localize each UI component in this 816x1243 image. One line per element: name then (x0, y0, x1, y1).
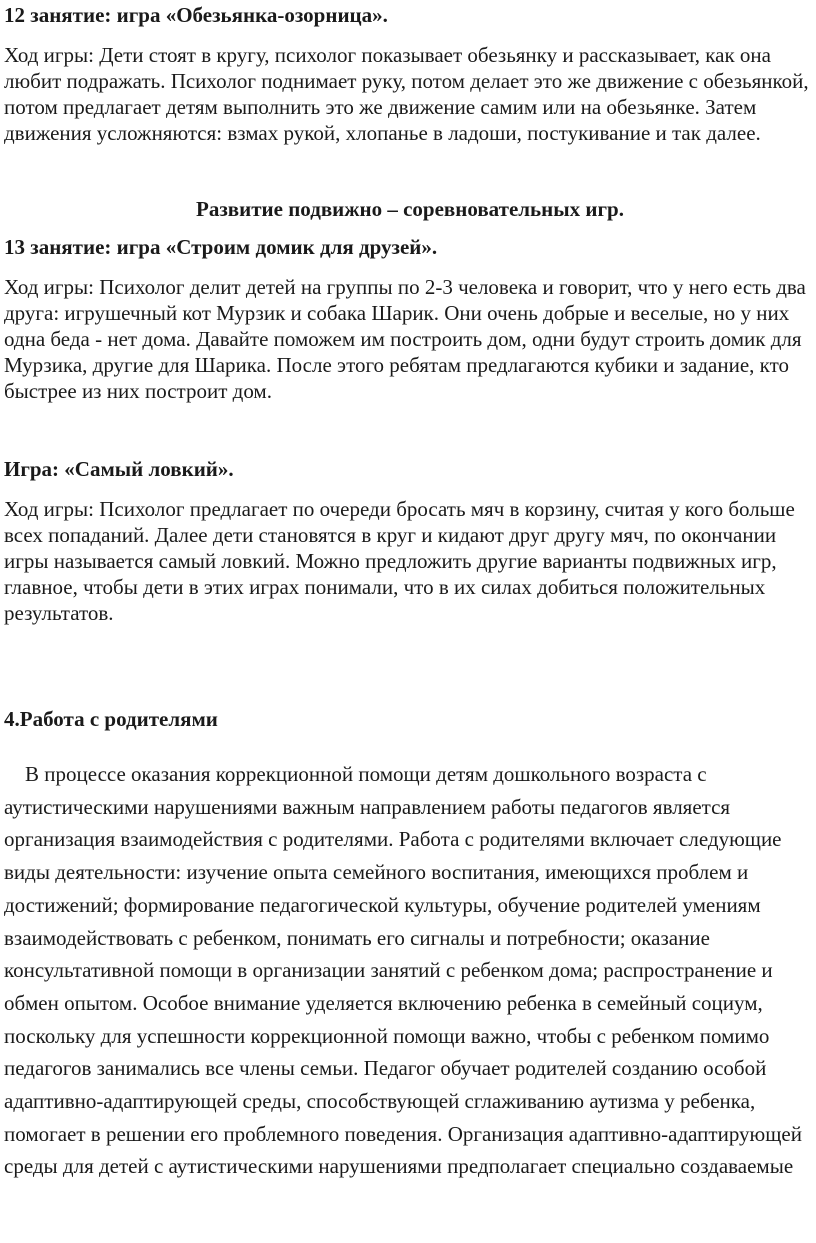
section-4-body: В процессе оказания коррекционной помощи детям дошкольного возраста с аутистическими нарушениями важным направлением работы педагогов является организация взаимодействия с родителями. Работа с родителями включает следующие виды деятельности: изучение опыта семейного воспитания, имеющихся проблем и достижений; формирование педагогической культуры, обучение родителей умениям взаимодействовать с ребенком, понимать его сигналы и потребности; оказание консультативной помощи в организации занятий с ребенком дома; распространение и обмен опытом. Особое внимание уделяется включению ребенка в семейный социум, поскольку для успешности коррекционной помощи важно, чтобы с ребенком помимо педагогов занимались все члены семьи. Педагог обучает родителей созданию особой адаптивно-адаптирующей среды, способствующей сглаживанию аутизма у ребенка, помогает в решении его проблемного поведения. Организация адаптивно-адаптирующей среды для детей с аутистическими нарушениями предполагает специально создаваемые (4, 762, 802, 1179)
lesson-12-body: Ход игры: Дети стоят в кругу, психолог показывает обезьянку и рассказывает, как она любит подражать. Психолог поднимает руку, потом делает это же движение с обезьянкой, потом предлагает детям выполнить это же движение самим или на обезьянке. Затем движения усложняются: взмах рукой, хлопанье в ладоши, постукивание и так далее. (4, 43, 809, 145)
game-agile-body: Ход игры: Психолог предлагает по очереди бросать мяч в корзину, считая у кого больше всех попаданий. Далее дети становятся в круг и кидают друг другу мяч, по окончании игры называется самый ловкий. Можно предложить другие варианты подвижных игр, главное, чтобы дети в этих играх понимали, что в их силах добиться положительных результатов. (4, 497, 795, 625)
section-title-games: Развитие подвижно – соревновательных игр. (196, 197, 624, 221)
lesson-12-heading: 12 занятие: игра «Обезьянка-озорница». (4, 3, 388, 27)
section-4-heading: 4.Работа с родителями (4, 707, 218, 731)
game-agile-heading: Игра: «Самый ловкий». (4, 457, 234, 481)
lesson-13-heading: 13 занятие: игра «Строим домик для друзей». (4, 235, 438, 259)
lesson-13-body: Ход игры: Психолог делит детей на группы по 2-3 человека и говорит, что у него есть два друга: игрушечный кот Мурзик и собака Шарик. Они очень добрые и веселые, но у них одна беда - нет дома. Давайте поможем им построить дом, одни будут строить домик для Мурзика, другие для Шарика. После этого ребятам предлагаются кубики и задание, кто быстрее из них построит дом. (4, 275, 806, 403)
